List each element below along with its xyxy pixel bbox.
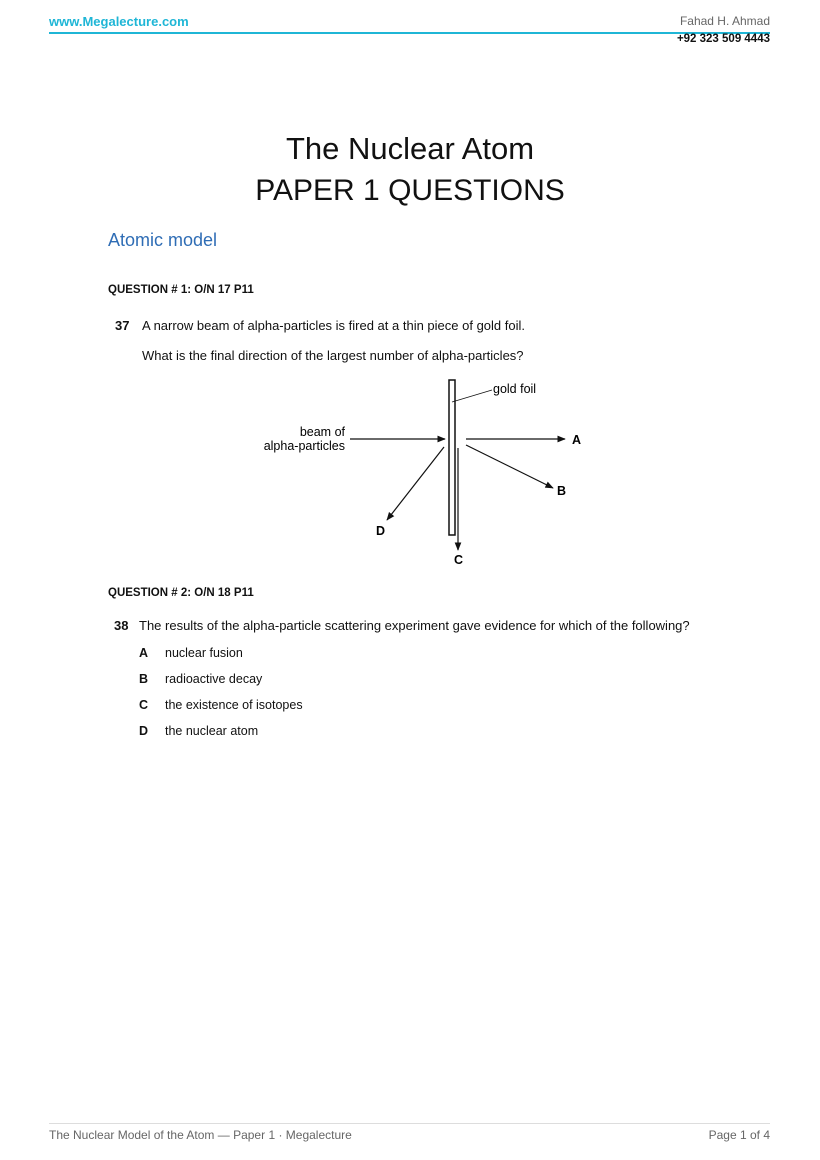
option-c-text: the existence of isotopes bbox=[165, 698, 303, 712]
question-2-heading: QUESTION # 2: O/N 18 P11 bbox=[108, 587, 254, 599]
gold-foil bbox=[449, 380, 455, 535]
foil-leader-line bbox=[452, 390, 492, 402]
label-a: A bbox=[572, 433, 582, 447]
author-name: Fahad H. Ahmad bbox=[679, 14, 770, 28]
foil-label: gold foil bbox=[493, 382, 537, 396]
beam-label-line1: beam of bbox=[299, 425, 345, 439]
arrow-b bbox=[466, 445, 553, 488]
beam-label-line2: alpha-particles bbox=[263, 439, 345, 453]
footer-doc-title: The Nuclear Model of the Atom — Paper 1 · Megalecture bbox=[49, 1128, 352, 1142]
option-c-letter: C bbox=[139, 698, 149, 712]
option-d-letter: D bbox=[139, 724, 149, 738]
alpha-scattering-diagram bbox=[240, 372, 600, 572]
label-d: D bbox=[376, 524, 386, 538]
section-heading: Atomic model bbox=[108, 230, 218, 250]
question-1-heading: QUESTION # 1: O/N 17 P11 bbox=[108, 284, 254, 296]
label-c: C bbox=[454, 553, 464, 567]
question-1-text: A narrow beam of alpha-particles is fired at a thin piece of gold foil. bbox=[142, 318, 525, 333]
page-title: The Nuclear Atom bbox=[285, 131, 535, 166]
option-d-text: the nuclear atom bbox=[165, 724, 259, 738]
question-1-prompt: What is the final direction of the largest number of alpha-particles? bbox=[142, 348, 524, 363]
question-2-number: 38 bbox=[114, 618, 129, 633]
label-b: B bbox=[557, 484, 567, 498]
option-b-letter: B bbox=[139, 672, 149, 686]
header-divider bbox=[49, 32, 770, 34]
question-2-text: The results of the alpha-particle scattering experiment gave evidence for which of the following? bbox=[139, 618, 690, 633]
option-a-text: nuclear fusion bbox=[165, 646, 243, 660]
option-a-letter: A bbox=[139, 646, 149, 660]
page-subtitle: PAPER 1 QUESTIONS bbox=[255, 174, 565, 207]
site-link[interactable]: www.Megalecture.com bbox=[49, 14, 189, 29]
arrow-d bbox=[387, 447, 444, 520]
option-b-text: radioactive decay bbox=[165, 672, 263, 686]
phone-number: +92 323 509 4443 bbox=[676, 33, 770, 45]
question-1-number: 37 bbox=[115, 318, 130, 333]
page-number: Page 1 of 4 bbox=[708, 1128, 770, 1142]
footer-divider bbox=[49, 1123, 770, 1124]
